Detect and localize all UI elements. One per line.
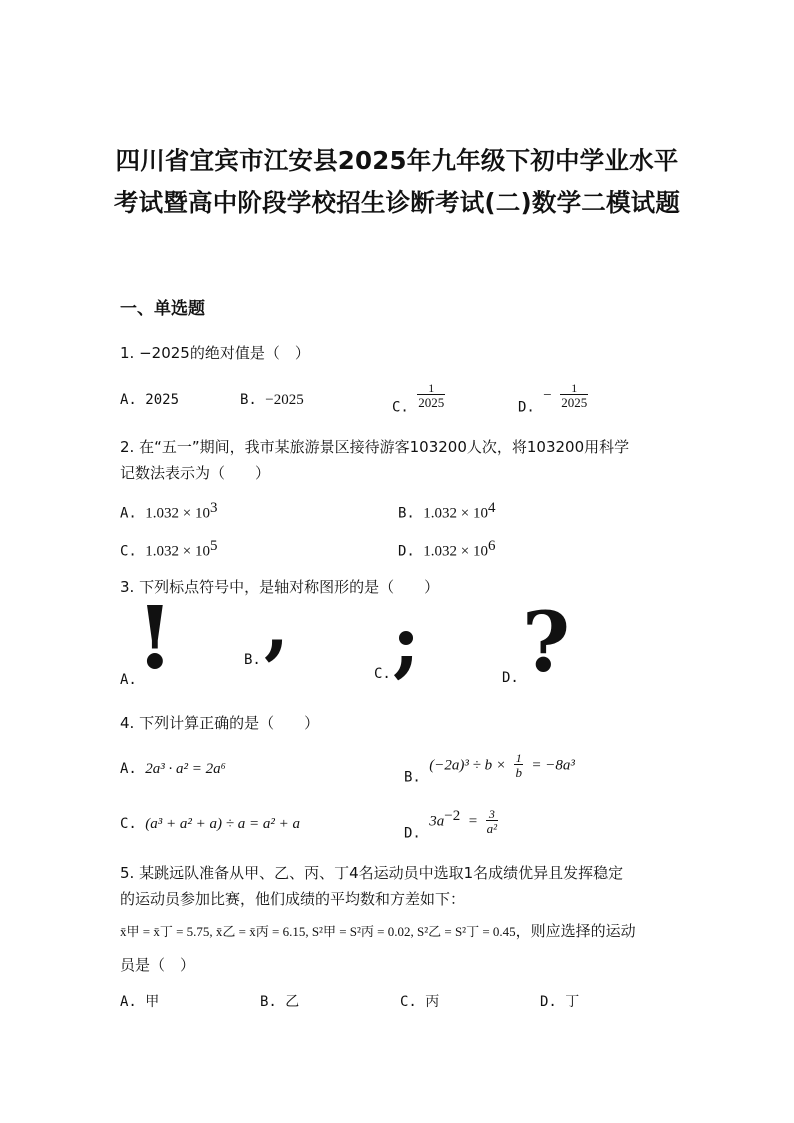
question-mark-symbol: ?: [522, 595, 571, 691]
q1-c-denominator: 2025: [418, 395, 445, 410]
q2-option-b-base: 1.032 × 10: [423, 505, 489, 522]
q2-option-d-base: 1.032 × 10: [423, 543, 489, 560]
q1-option-c: [392, 382, 445, 416]
q5-statistics-formula: x̄甲 = x̄丁 = 5.75, x̄乙 = x̄丙 = 6.15, S²甲 = S²丙 = 0.02, S²乙 = S²丁 = 0.45: [120, 924, 516, 939]
q5-option-d: D. 丁: [540, 994, 580, 1010]
question-5-stem-line2: 的运动员参加比赛，他们成绩的平均数和方差如下：: [120, 890, 466, 908]
q4-option-d-label: D.: [404, 825, 421, 842]
q4-option-b-fraction: [514, 752, 523, 779]
q3-option-c-label: C.: [374, 666, 391, 682]
q4-d-numerator: 3: [486, 808, 498, 821]
q2-option-c: [120, 538, 218, 561]
q4-b-numerator: 1: [515, 751, 522, 765]
question-2-stem-line1: 2. 在“五一”期间，我市某旅游景区接待游客103200人次，将103200用科学: [120, 438, 630, 456]
q4-option-d-exp: −2: [444, 808, 461, 824]
q1-option-c-label: C.: [392, 399, 409, 416]
q1-option-d-fraction: [560, 382, 588, 409]
q5-stem-continuation: ，则应选择的运动: [515, 922, 636, 940]
q4-option-d-equals: =: [468, 813, 478, 830]
q2-option-a-exp: 3: [210, 500, 218, 516]
q1-d-denominator: 2025: [561, 395, 588, 410]
q2-option-b-label: B.: [398, 505, 415, 522]
q3-option-b-label: B.: [244, 652, 261, 668]
q4-option-c-expr: (a³ + a² + a) ÷ a = a² + a: [145, 816, 300, 832]
section-heading: 一、单选题: [120, 299, 205, 319]
q4-option-a-expr: 2a³ · a² = 2a⁶: [145, 761, 226, 777]
q2-option-b: [398, 500, 496, 523]
q1-option-a: A. 2025: [120, 392, 180, 408]
q1-c-numerator: 1: [417, 382, 445, 395]
q2-option-a: [120, 500, 218, 523]
q4-d-denominator: a²: [486, 821, 498, 837]
q3-option-a-label: A.: [120, 672, 137, 688]
exclamation-mark-symbol: !: [136, 588, 174, 689]
q4-b-denominator: b: [515, 765, 522, 780]
question-1-stem: 1. −2025的绝对值是（ ）: [120, 344, 310, 362]
comma-symbol: ,: [264, 583, 290, 668]
q5-option-c: C. 丙: [400, 994, 440, 1010]
q2-option-d: [398, 538, 496, 561]
q3-option-d-label: D.: [502, 670, 519, 686]
q2-option-b-exp: 4: [488, 500, 496, 516]
q4-option-d-fraction: [486, 808, 498, 835]
q4-option-b-label: B.: [404, 769, 421, 786]
q4-option-c: [120, 816, 300, 833]
q1-d-numerator: 1: [560, 382, 588, 395]
q5-option-b: B. 乙: [260, 994, 300, 1010]
question-3-stem: 3. 下列标点符号中，是轴对称图形的是（ ）: [120, 578, 440, 596]
q5-option-a: A. 甲: [120, 994, 160, 1010]
q4-option-a: [120, 761, 226, 778]
q2-option-d-exp: 6: [488, 538, 496, 554]
q2-option-a-label: A.: [120, 505, 137, 522]
q2-option-c-exp: 5: [210, 538, 218, 554]
q1-option-b-value: −2025: [265, 392, 304, 408]
q1-option-b-label: B.: [240, 392, 257, 408]
q2-option-a-base: 1.032 × 10: [145, 505, 211, 522]
q4-option-b-expr-right: = −8a³: [531, 757, 575, 774]
q2-option-c-label: C.: [120, 543, 137, 560]
q4-option-b: [404, 752, 575, 786]
q4-option-a-label: A.: [120, 761, 137, 777]
q2-option-d-label: D.: [398, 543, 415, 560]
q1-option-d-label: D.: [518, 399, 535, 416]
q4-option-b-expr-left: (−2a)³ ÷ b ×: [429, 757, 507, 774]
q1-option-b: [240, 392, 304, 409]
semicolon-symbol: ;: [392, 597, 421, 686]
q1-option-d: [518, 382, 588, 416]
q1-option-c-fraction: [417, 382, 445, 409]
q4-option-d: [404, 808, 498, 842]
q2-option-c-base: 1.032 × 10: [145, 543, 211, 560]
question-4-stem: 4. 下列计算正确的是（ ）: [120, 714, 320, 732]
question-5-formula-line: [120, 920, 636, 941]
title-line-2: 考试暨高中阶段学校招生诊断考试(二)数学二模试题: [113, 188, 681, 217]
title-line-1: 四川省宜宾市江安县2025年九年级下初中学业水平: [115, 146, 679, 175]
q4-option-d-base: 3a: [429, 813, 445, 830]
question-5-stem-line1: 5. 某跳远队准备从甲、乙、丙、丁4名运动员中选取1名成绩优异且发挥稳定: [120, 864, 624, 882]
question-2-stem-line2: 记数法表示为（ ）: [120, 464, 271, 482]
q1-d-sign: −: [543, 387, 552, 404]
question-5-stem-line4: 员是（ ）: [120, 956, 196, 974]
q4-option-c-label: C.: [120, 816, 137, 832]
